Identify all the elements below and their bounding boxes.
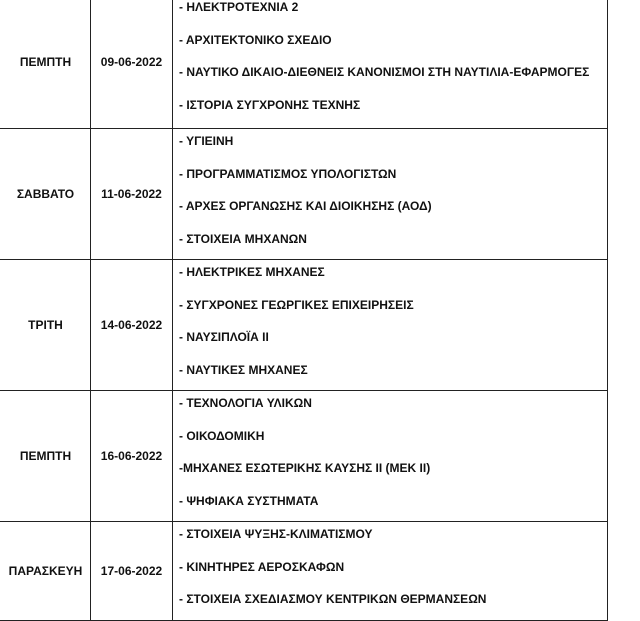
subjects-cell	[173, 522, 608, 621]
schedule-row	[1, 129, 608, 260]
date-cell: 16-06-2022	[91, 391, 173, 522]
subjects-cell	[173, 129, 608, 260]
subject-item: - ΣΤΟΙΧΕΙΑ ΨΥΞΗΣ-ΚΛΙΜΑΤΙΣΜΟΥ	[179, 527, 373, 541]
day-cell: ΤΡΙΤΗ	[1, 260, 91, 391]
subject-item: - ΠΡΟΓΡΑΜΜΑΤΙΣΜΟΣ ΥΠΟΛΟΓΙΣΤΩΝ	[179, 166, 397, 181]
subject-item: - ΤΕΧΝΟΛΟΓΙΑ ΥΛΙΚΩΝ	[179, 396, 312, 410]
schedule-row	[1, 522, 608, 621]
subject-item: -ΜΗΧΑΝΕΣ ΕΣΩΤΕΡΙΚΗΣ ΚΑΥΣΗΣ ΙΙ (ΜΕΚ ΙΙ)	[179, 461, 431, 475]
day-cell: ΠΕΜΠΤΗ	[1, 0, 91, 129]
subject-item: - ΣΤΟΙΧΕΙΑ ΜΗΧΑΝΩΝ	[179, 231, 307, 246]
schedule-row	[1, 391, 608, 522]
date-cell: 14-06-2022	[91, 260, 173, 391]
subject-item: - ΗΛΕΚΤΡΟΤΕΧΝΙΑ 2	[179, 0, 299, 14]
date-cell: 17-06-2022	[91, 522, 173, 621]
subject-item: - ΝΑΥΤΙΚΕΣ ΜΗΧΑΝΕΣ	[179, 362, 308, 377]
subject-item: - ΟΙΚΟΔΟΜΙΚΗ	[179, 428, 265, 443]
schedule-row	[1, 260, 608, 391]
subject-item: - ΣΤΟΙΧΕΙΑ ΣΧΕΔΙΑΣΜΟΥ ΚΕΝΤΡΙΚΩΝ ΘΕΡΜΑΝΣΕΩΝ	[179, 592, 487, 606]
subject-item: - ΑΡΧΙΤΕΚΤΟΝΙΚΟ ΣΧΕΔΙΟ	[179, 32, 332, 47]
day-cell: ΠΑΡΑΣΚΕΥΗ	[1, 522, 91, 621]
date-cell: 09-06-2022	[91, 0, 173, 129]
subject-item: - ΝΑΥΣΙΠΛΟΪΑ ΙΙ	[179, 330, 269, 344]
date-cell: 11-06-2022	[91, 129, 173, 260]
subject-item: - ΙΣΤΟΡΙΑ ΣΥΓΧΡΟΝΗΣ ΤΕΧΝΗΣ	[179, 97, 361, 112]
subject-item: - ΚΙΝΗΤΗΡΕΣ ΑΕΡΟΣΚΑΦΩΝ	[179, 559, 345, 574]
subjects-cell	[173, 391, 608, 522]
subject-item: - ΥΓΙΕΙΝΗ	[179, 134, 234, 148]
subject-item: - ΝΑΥΤΙΚΟ ΔΙΚΑΙΟ-ΔΙΕΘΝΕΙΣ ΚΑΝΟΝΙΣΜΟΙ ΣΤΗ ΝΑΥΤΙΛΙΑ-ΕΦΑΡΜΟΓΕΣ	[179, 65, 590, 79]
subjects-cell	[173, 0, 608, 129]
subject-item: - ΗΛΕΚΤΡΙΚΕΣ ΜΗΧΑΝΕΣ	[179, 265, 325, 279]
schedule-row	[1, 0, 608, 129]
day-cell: ΠΕΜΠΤΗ	[1, 391, 91, 522]
subject-item: - ΑΡΧΕΣ ΟΡΓΑΝΩΣΗΣ ΚΑΙ ΔΙΟΙΚΗΣΗΣ (ΑΟΔ)	[179, 199, 432, 213]
day-cell: ΣΑΒΒΑΤΟ	[1, 129, 91, 260]
subject-item: - ΨΗΦΙΑΚΑ ΣΥΣΤΗΜΑΤΑ	[179, 493, 319, 508]
subjects-cell	[173, 260, 608, 391]
subject-item: - ΣΥΓΧΡΟΝΕΣ ΓΕΩΡΓΙΚΕΣ ΕΠΙΧΕΙΡΗΣΕΙΣ	[179, 297, 414, 312]
